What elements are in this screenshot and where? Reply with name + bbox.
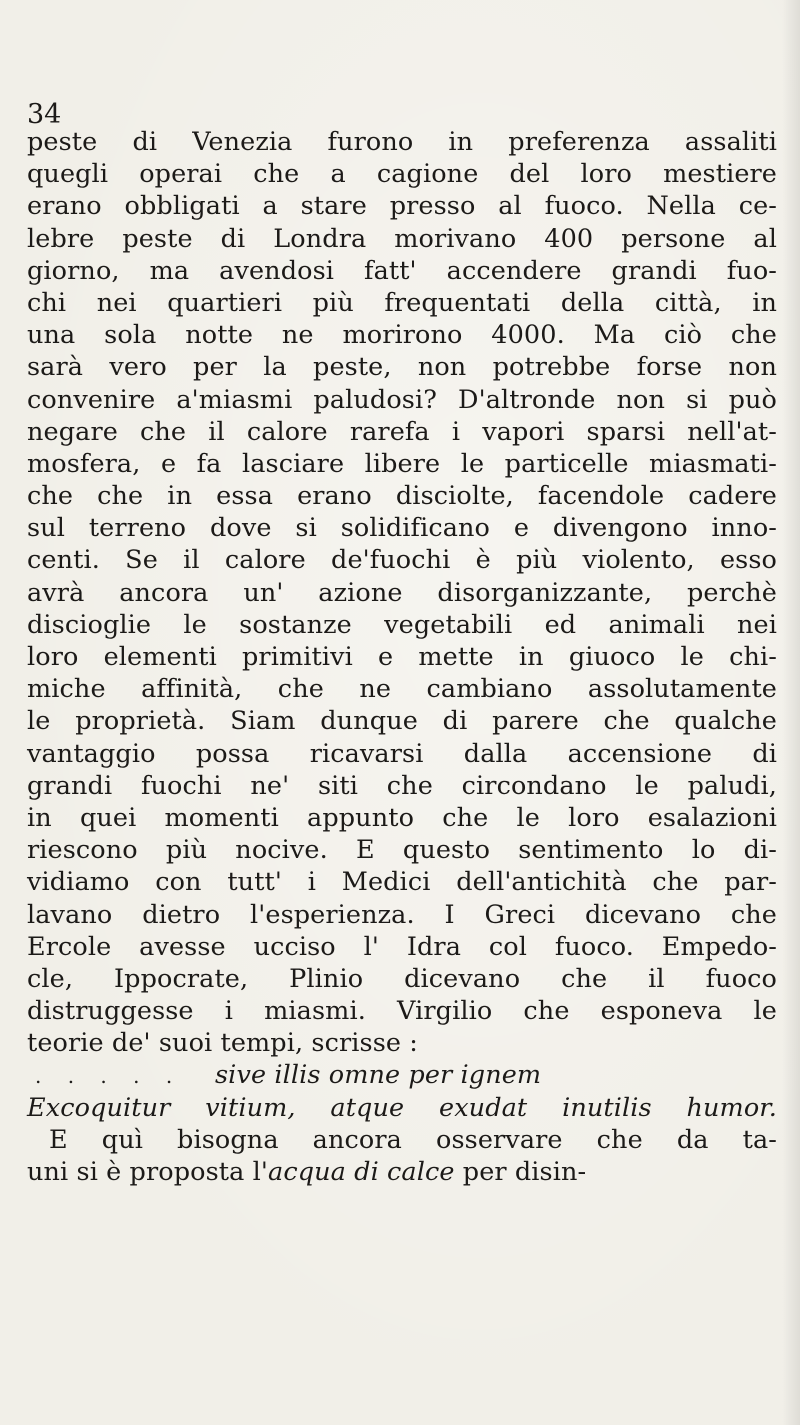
text-line: avrà ancora un' azione disorganizzante, perchè: [27, 577, 777, 608]
text-line: riescono più nocive. E questo sentimento lo di-: [27, 835, 777, 866]
text-line: Ercole avesse ucciso l' Idra col fuoco. Empedo-: [27, 931, 777, 962]
text-line: giorno, ma avendosi fatt' accendere grandi fuo-: [27, 255, 777, 286]
italic-term: acqua di calce: [268, 1157, 455, 1187]
page-number: 34: [27, 99, 62, 130]
text-line: sul terreno dove si solidificano e divengono inno-: [27, 513, 777, 544]
text-line: convenire a'miasmi paludosi? D'altronde non si può: [27, 384, 777, 415]
text-line: centi. Se il calore de'fuochi è più violento, esso: [27, 545, 777, 576]
text-line: erano obbligati a stare presso al fuoco. Nella ce-: [27, 191, 777, 222]
text-line: chi nei quartieri più frequentati della città, in: [27, 287, 777, 318]
verse-text-1: sive illis omne per ignem: [215, 1060, 542, 1091]
text-line: teorie de' suoi tempi, scrisse :: [27, 1028, 418, 1059]
text-line: distruggesse i miasmi. Virgilio che esponeva le: [27, 996, 777, 1027]
body-text: [27, 126, 777, 1188]
verse-ellipsis: . . . . .: [35, 1064, 183, 1089]
text-line: lavano dietro l'esperienza. I Greci dicevano che: [27, 899, 777, 930]
text-line: miche affinità, che ne cambiano assolutamente: [27, 674, 777, 705]
text-line: una sola notte ne morirono 4000. Ma ciò che: [27, 320, 777, 351]
verse-line-1: [27, 1059, 777, 1091]
text-line: quegli operai che a cagione del loro mestiere: [27, 159, 777, 190]
text-line: negare che il calore rarefa i vapori sparsi nell'at-: [27, 416, 777, 447]
text-line: vantaggio possa ricavarsi dalla accensione di: [27, 738, 777, 769]
text-line: che che in essa erano disciolte, facendole cadere: [27, 481, 777, 512]
text-line: lebre peste di Londra morivano 400 persone al: [27, 223, 777, 254]
text-line: discioglie le sostanze vegetabili ed animali nei: [27, 609, 777, 640]
text-line: grandi fuochi ne' siti che circondano le paludi,: [27, 770, 777, 801]
text-line-last: [27, 1156, 777, 1188]
text-line: vidiamo con tutt' i Medici dell'antichità che par-: [27, 867, 777, 898]
text-line: mosfera, e fa lasciare libere le particelle miasmati-: [27, 448, 777, 479]
text-line: cle, Ippocrate, Plinio dicevano che il fuoco: [27, 963, 777, 994]
text-line: in quei momenti appunto che le loro esalazioni: [27, 802, 777, 833]
text-line: sarà vero per la peste, non potrebbe forse non: [27, 352, 777, 383]
last-line-end: per disin-: [454, 1157, 587, 1187]
text-line: peste di Venezia furono in preferenza assaliti: [27, 127, 777, 157]
text-line: loro elementi primitivi e mette in giuoco le chi-: [27, 642, 777, 672]
page-edge-shadow: [782, 0, 800, 1425]
text-line: E quì bisogna ancora osservare che da ta-: [49, 1124, 777, 1155]
verse-line-2: Excoquitur vitium, atque exudat inutilis humor.: [27, 1092, 777, 1123]
text-line: le proprietà. Siam dunque di parere che qualche: [27, 706, 777, 737]
last-line-start: uni si è proposta l': [27, 1157, 269, 1187]
